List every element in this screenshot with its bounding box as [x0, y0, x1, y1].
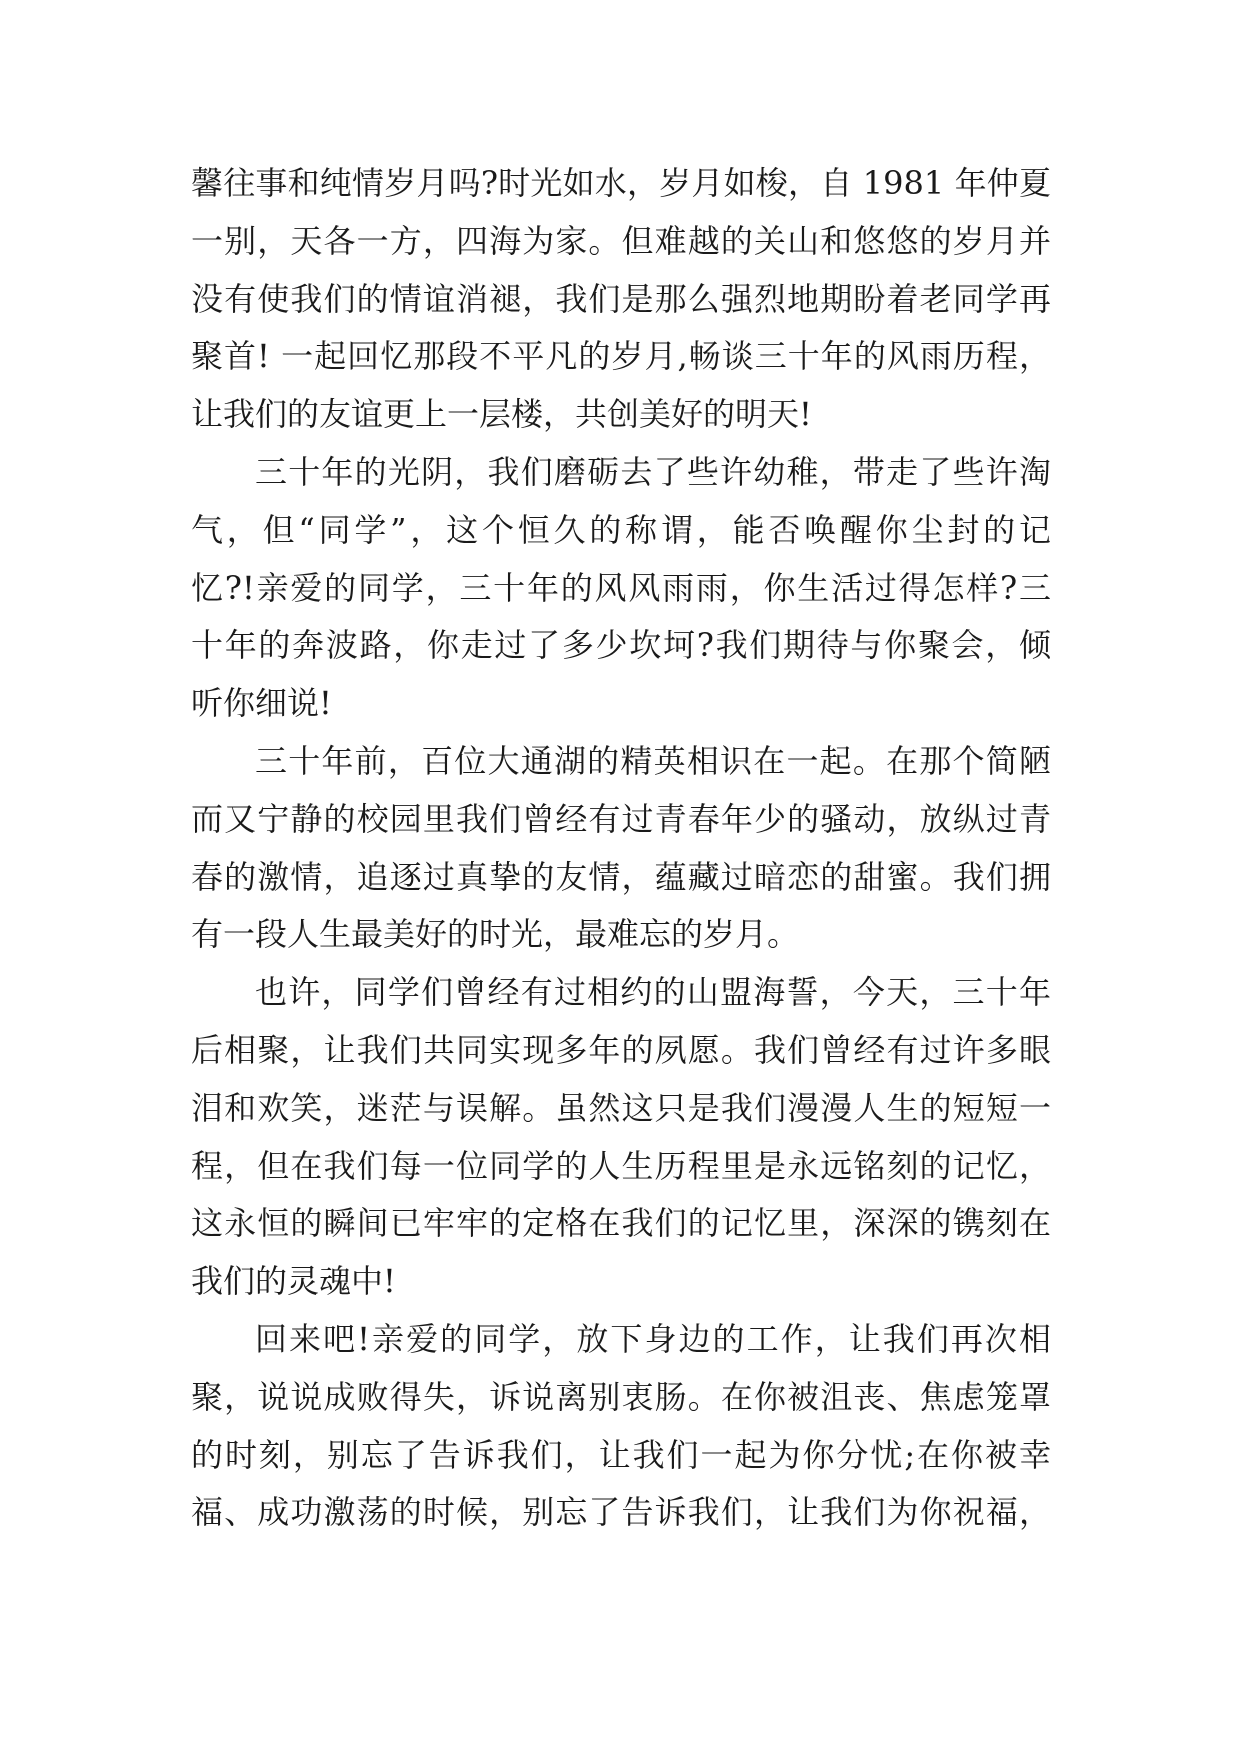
text-line: 听你细说! [191, 684, 332, 723]
text-line: 三十年前，百位大通湖的精英相识在一起。在那个简陋 [255, 741, 1051, 780]
text-line: 有一段人生最美好的时光，最难忘的岁月。 [191, 915, 800, 954]
text-line: 让我们的友谊更上一层楼，共创美好的明天! [191, 395, 812, 434]
text-line: 程，但在我们每一位同学的人生历程里是永远铭刻的记忆， [191, 1146, 1051, 1185]
text-line: 也许，同学们曾经有过相约的山盟海誓，今天，三十年 [255, 973, 1051, 1012]
text-line: 春的激情，追逐过真挚的友情，蕴藏过暗恋的甜蜜。我们拥 [191, 857, 1051, 896]
text-line: 聚，说说成败得失，诉说离别衷肠。在你被沮丧、焦虑笼罩 [191, 1377, 1051, 1416]
text-line: 福、成功激荡的时候，别忘了告诉我们，让我们为你祝福， [191, 1493, 1051, 1532]
text-line: 这永恒的瞬间已牢牢的定格在我们的记忆里，深深的镌刻在 [191, 1204, 1051, 1243]
text-line: 的时刻，别忘了告诉我们，让我们一起为你分忧;在你被幸 [191, 1435, 1051, 1474]
text-line: 馨往事和纯情岁月吗?时光如水，岁月如梭，自 1981 年仲夏 [191, 164, 1051, 202]
text-line: 气，但“同学”，这个恒久的称谓，能否唤醒你尘封的记 [191, 510, 1051, 549]
text-line: 后相聚，让我们共同实现多年的夙愿。我们曾经有过许多眼 [191, 1030, 1051, 1069]
text-line: 没有使我们的情谊消褪，我们是那么强烈地期盼着老同学再 [191, 279, 1051, 318]
text-line: 一别，天各一方，四海为家。但难越的关山和悠悠的岁月并 [191, 221, 1051, 260]
text-line: 三十年的光阴，我们磨砺去了些许幼稚，带走了些许淘 [255, 452, 1051, 491]
text-line: 十年的奔波路，你走过了多少坎坷?我们期待与你聚会，倾 [191, 626, 1051, 665]
text-line: 忆?!亲爱的同学，三十年的风风雨雨，你生活过得怎样?三 [191, 568, 1051, 607]
text-line: 我们的灵魂中! [191, 1262, 396, 1301]
text-line: 泪和欢笑，迷茫与误解。虽然这只是我们漫漫人生的短短一 [191, 1088, 1051, 1127]
document-body [191, 155, 1051, 1542]
text-line: 聚首! 一起回忆那段不平凡的岁月,畅谈三十年的风雨历程， [191, 337, 1051, 376]
text-line: 回来吧!亲爱的同学，放下身边的工作，让我们再次相 [255, 1319, 1051, 1358]
text-line: 而又宁静的校园里我们曾经有过青春年少的骚动，放纵过青 [191, 799, 1051, 838]
